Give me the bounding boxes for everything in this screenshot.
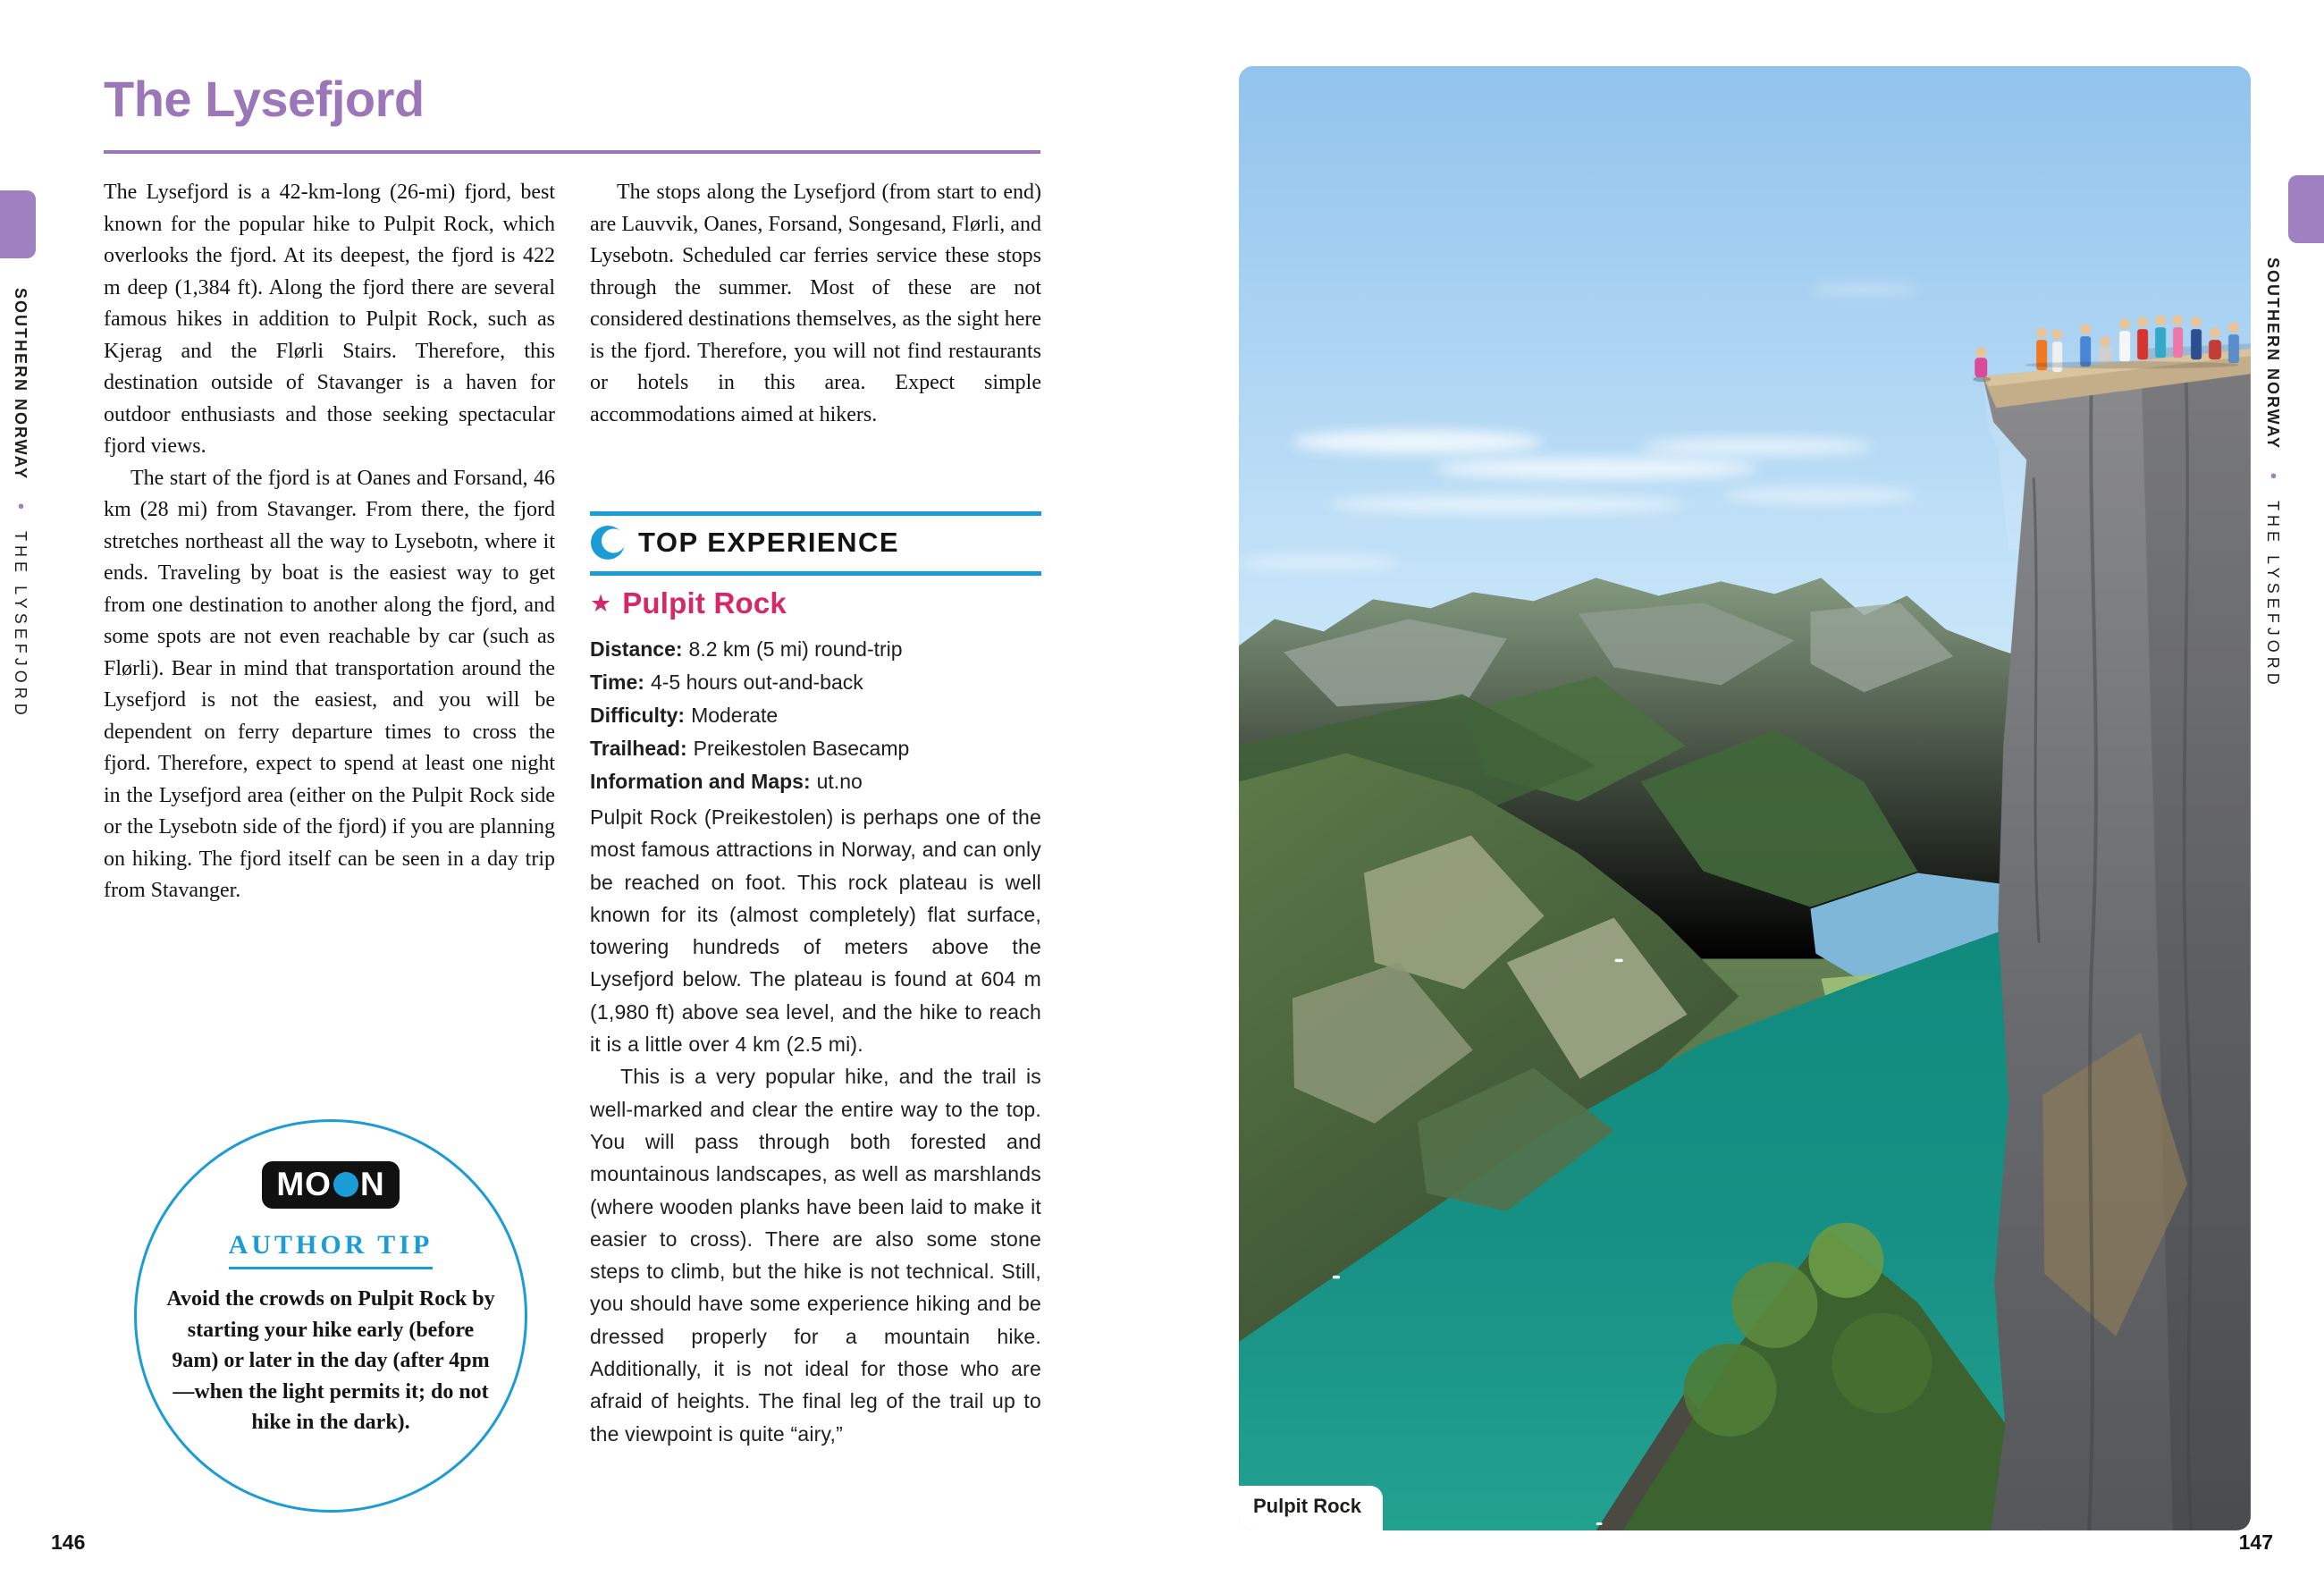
photo-caption: Pulpit Rock <box>1239 1486 1383 1530</box>
stat-info-maps: Information and Maps: ut.no <box>590 770 863 793</box>
edge-region-label: SOUTHERN NORWAY <box>12 288 29 481</box>
intro-column-1 <box>104 177 555 907</box>
right-edge-tab <box>2288 175 2324 243</box>
author-tip-text: Avoid the crowds on Pulpit Rock by starting your hike early (before 9am) or later in the day (after 4pm—when the light permits it; do not hike in the dark). <box>166 1287 495 1434</box>
intro-paragraph-3: The stops along the Lysefjord (from start to end) are Lauvvik, Oanes, Forsand, Songesand, Flørli, and Lysebotn. Scheduled car ferries service these stops through the summer. Most of these are not considered destinations themselves, as the sight here is the fjord. Therefore, you will not find restaurants or hotels in this area. Expect simple accommodations aimed at hikers. <box>590 181 1041 426</box>
page-number-right: 147 <box>2238 1530 2273 1554</box>
moon-icon <box>590 525 626 561</box>
moon-logo-left: MO <box>276 1166 332 1202</box>
moon-brand-logo <box>262 1161 399 1209</box>
hike-paragraph-2: This is a very popular hike, and the trail is well-marked and clear the entire way to the top. You will pass through both forested and mountainous landscapes, as well as marshlands (where wooden planks have been laid to make it easier to cross). There are also some stone steps to climb, but the hike is not technical. Still, you should have some experience hiking and be dressed properly for a mountain hike. Additionally, it is not ideal for those who are afraid of heights. The final leg of the trail up to the viewpoint is quite “airy,” <box>590 1065 1041 1446</box>
moon-logo-right: N <box>359 1166 385 1202</box>
pulpit-rock-photo <box>1239 66 2251 1530</box>
stat-difficulty: Difficulty: Moderate <box>590 704 779 727</box>
hike-heading <box>590 586 787 620</box>
edge-section-label: THE LYSEFJORD <box>12 531 29 720</box>
left-edge-vertical-label <box>13 288 29 720</box>
top-experience-banner <box>590 511 1041 576</box>
intro-column-2 <box>590 177 1041 431</box>
edge-region-label: SOUTHERN NORWAY <box>2264 257 2282 451</box>
hike-stats <box>590 633 1041 798</box>
edge-bullet-icon: ● <box>2267 468 2280 483</box>
moon-logo-dot-icon <box>333 1172 358 1197</box>
page-number-left: 146 <box>51 1530 86 1554</box>
top-experience-label: TOP EXPERIENCE <box>638 527 900 558</box>
page-title: The Lysefjord <box>104 71 425 127</box>
hike-body-column <box>590 801 1041 1450</box>
fjord-photo-illustration <box>1239 66 2251 1530</box>
title-underline <box>104 150 1040 154</box>
intro-paragraph-2: The start of the fjord is at Oanes and Forsand, 46 km (28 mi) from Stavanger. From there, the fjord stretches northeast all the way to Lysebotn, where it ends. Traveling by boat is the easiest way to get from one destination to another along the fjord, and some spots are not even reachable by car (such as Flørli). Bear in mind that transportation around the Lysefjord is not the easiest, and you will be dependent on ferry departure times to cross the fjord. Therefore, expect to spend at least one night in the Lysefjord area (either on the Pulpit Rock side or the Lysebotn side of the fjord) if you are planning on hiking. The fjord itself can be seen in a day trip from Stavanger. <box>104 466 555 902</box>
edge-section-label: THE LYSEFJORD <box>2264 501 2282 689</box>
author-tip-heading: AUTHOR TIP <box>229 1230 434 1269</box>
stat-time: Time: 4-5 hours out-and-back <box>590 670 863 694</box>
right-edge-vertical-label <box>2265 257 2281 689</box>
intro-paragraph-1: The Lysefjord is a 42-km-long (26-mi) fjord, best known for the popular hike to Pulpit Rock, which overlooks the fjord. At its deepest, the fjord is 422 m deep (1,384 ft). Along the fjord there are several famous hikes in addition to Pulpit Rock, such as Kjerag and the Flørli Stairs. Therefore, this destination outside of Stavanger is a haven for outdoor enthusiasts and those seeking spectacular fjord views. <box>104 181 555 458</box>
author-tip-callout <box>134 1119 527 1513</box>
stat-trailhead: Trailhead: Preikestolen Basecamp <box>590 737 910 760</box>
edge-bullet-icon: ● <box>14 499 28 513</box>
left-edge-tab <box>0 190 36 258</box>
hike-name: Pulpit Rock <box>622 586 787 620</box>
hike-paragraph-1: Pulpit Rock (Preikestolen) is perhaps one of the most famous attractions in Norway, and can only be reached on foot. This rock plateau is well known for its (almost completely) flat surface, towering hundreds of meters above the Lysefjord below. The plateau is found at 604 m (1,980 ft) above sea level, and the hike to reach it is a little over 4 km (2.5 mi). <box>590 805 1041 1057</box>
star-icon: ★ <box>590 589 612 617</box>
stat-distance: Distance: 8.2 km (5 mi) round-trip <box>590 637 903 661</box>
